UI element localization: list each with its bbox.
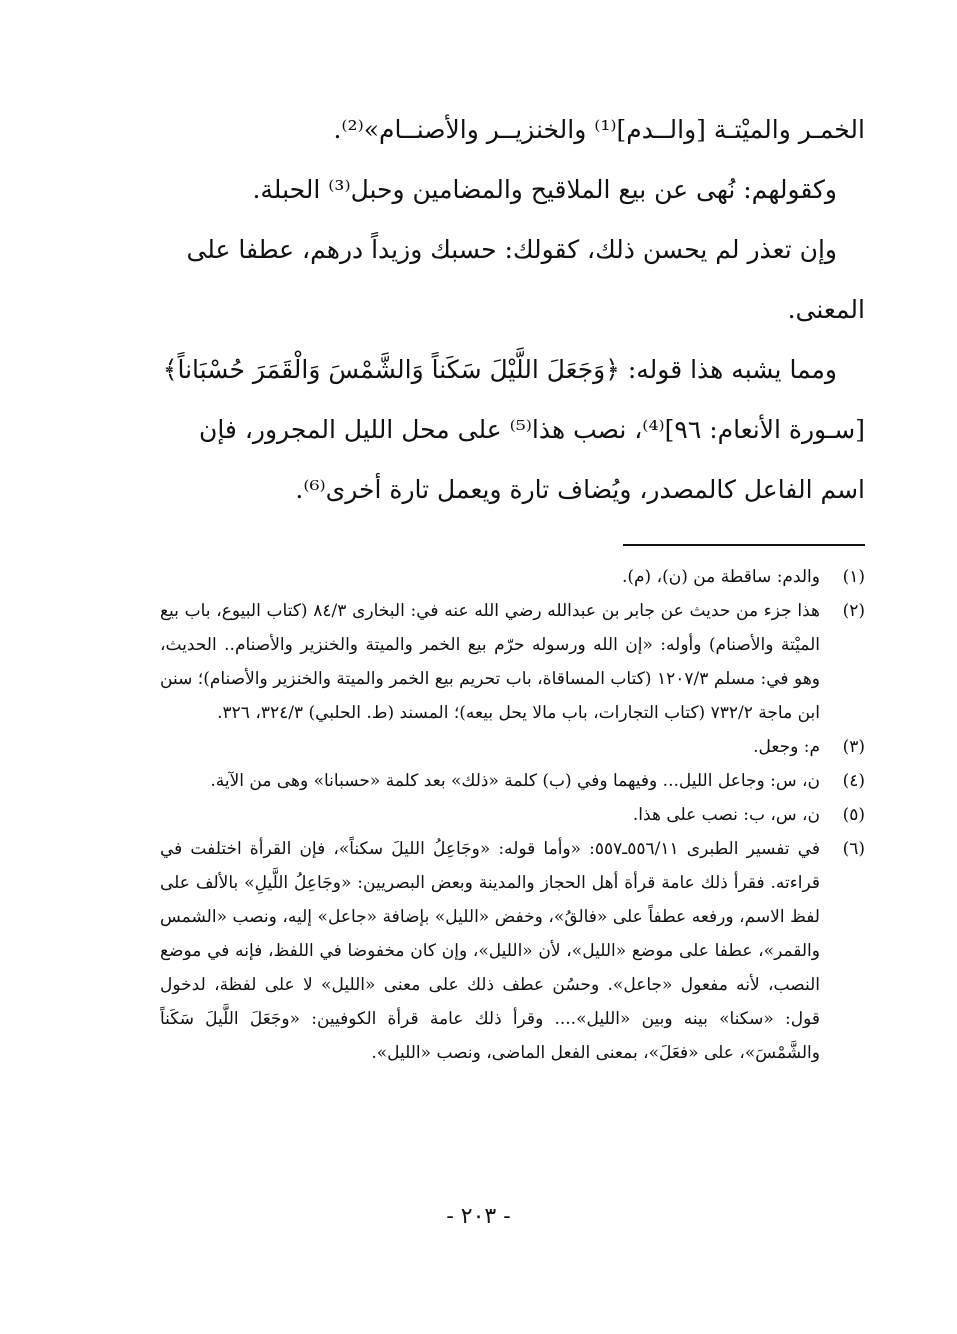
footnote-5: [160, 798, 865, 832]
footnote-6: [160, 832, 865, 1070]
footnote-text: هذا جزء من حديث عن جابر بن عبدالله رضي الله عنه في: البخارى ٨٤/٣ (كتاب البيوع، باب بيع الميْتة والأصنام) وأوله: «إن الله ورسوله حرّم بيع الخمر والميتة والخنزير والأصنام.. الحديث، وهو في: مسلم ١٢٠٧/٣ (كتاب المساقاة، باب تحريم بيع الخمر والميتة والخنزير والأصنام)؛ سنن ابن ماجة ٧٣٢/٢ (كتاب التجارات، باب مالا يحل بيعه)؛ المسند (ط. الحلبي) ٣٢٤/٣، ٣٢٦.: [160, 601, 821, 723]
footnote-text: ن، س: وجاعل الليل... وفيهما وفي (ب) كلمة «ذلك» بعد كلمة «حسبانا» وهى من الآية.: [210, 771, 820, 791]
footnote-text: والدم: ساقطة من (ن)، (م).: [622, 567, 820, 587]
footnote-number: (٥): [842, 805, 865, 825]
footnote-3: [160, 730, 865, 764]
main-paragraph-2: وكقولهم: نُهى عن بيع الملاقيح والمضامين وحبل⁽³⁾ الحبلة.: [252, 175, 837, 204]
footnotes: [160, 560, 865, 1070]
footnote-4: [160, 764, 865, 798]
footnote-number: (٢): [842, 601, 865, 621]
page-number: - ٢٠٣ -: [446, 1204, 511, 1229]
footnote-text: م: وجعل.: [753, 737, 820, 757]
footnote-2: [160, 594, 865, 730]
footnote-number: (٣): [842, 737, 865, 757]
footnote-divider: [623, 544, 865, 546]
main-paragraph-3: وإن تعذر لم يحسن ذلك، كقولك: حسبك وزيداً درهم، عطفا على المعنى.: [186, 235, 865, 324]
footnote-text: ن، س، ب: نصب على هذا.: [632, 805, 820, 825]
main-paragraph-4: ومما يشبه هذا قوله: ﴿وَجَعَلَ اللَّيْلَ سَكَناً وَالشَّمْسَ وَالْقَمَرَ حُسْبَاناً﴾ [سـورة الأنعام: ٩٦]⁽⁴⁾، نصب هذا⁽⁵⁾ على محل الليل المجرور، فإن اسم الفاعل كالمصدر، ويُضاف تارة ويعمل تارة أخرى⁽⁶⁾.: [162, 355, 865, 504]
footnote-number: (٤): [842, 771, 865, 791]
footnote-number: (١): [842, 567, 865, 587]
page-body: [160, 100, 865, 1070]
footnote-text: في تفسير الطبرى ٥٥٦/١١ـ٥٥٧: «وأما قوله: «وجَاعِلُ الليلَ سكناً»، فإن القرأة اختلفت في قراءته. فقرأ ذلك عامة قرأة أهل الحجاز والمدينة وبعض البصريين: «وجَاعِلُ اللَّيلِ» بالألف على لفظ الاسم، ورفعه عطفاً على «فالقُ»، وخفض «الليل» بإضافة «جاعل» إليه، ونصب «الشمس والقمر»، عطفا على موضع «الليل»، لأن «الليل»، وإن كان مخفوضا في اللفظ، فإنه في موضع النصب، لأنه مفعول «جاعل». وحسُن عطف ذلك على معنى «الليل» لا على لفظة، لدخول قول: «سكنا» بينه وبين «الليل».... وقرأ ذلك عامة قرأة الكوفيين: «وجَعَلَ اللَّيلَ سَكَناً والشَّمْسَ»، على «فعَلَ»، بمعنى الفعل الماضى، ونصب «الليل».: [160, 839, 820, 1063]
main-text: [160, 100, 865, 520]
footnote-1: [160, 560, 865, 594]
footnote-number: (٦): [842, 839, 865, 859]
main-paragraph-1: الخمـر والميْتـة [والــدم]⁽¹⁾ والخنزيــر والأصنــام»⁽²⁾.: [333, 115, 865, 144]
